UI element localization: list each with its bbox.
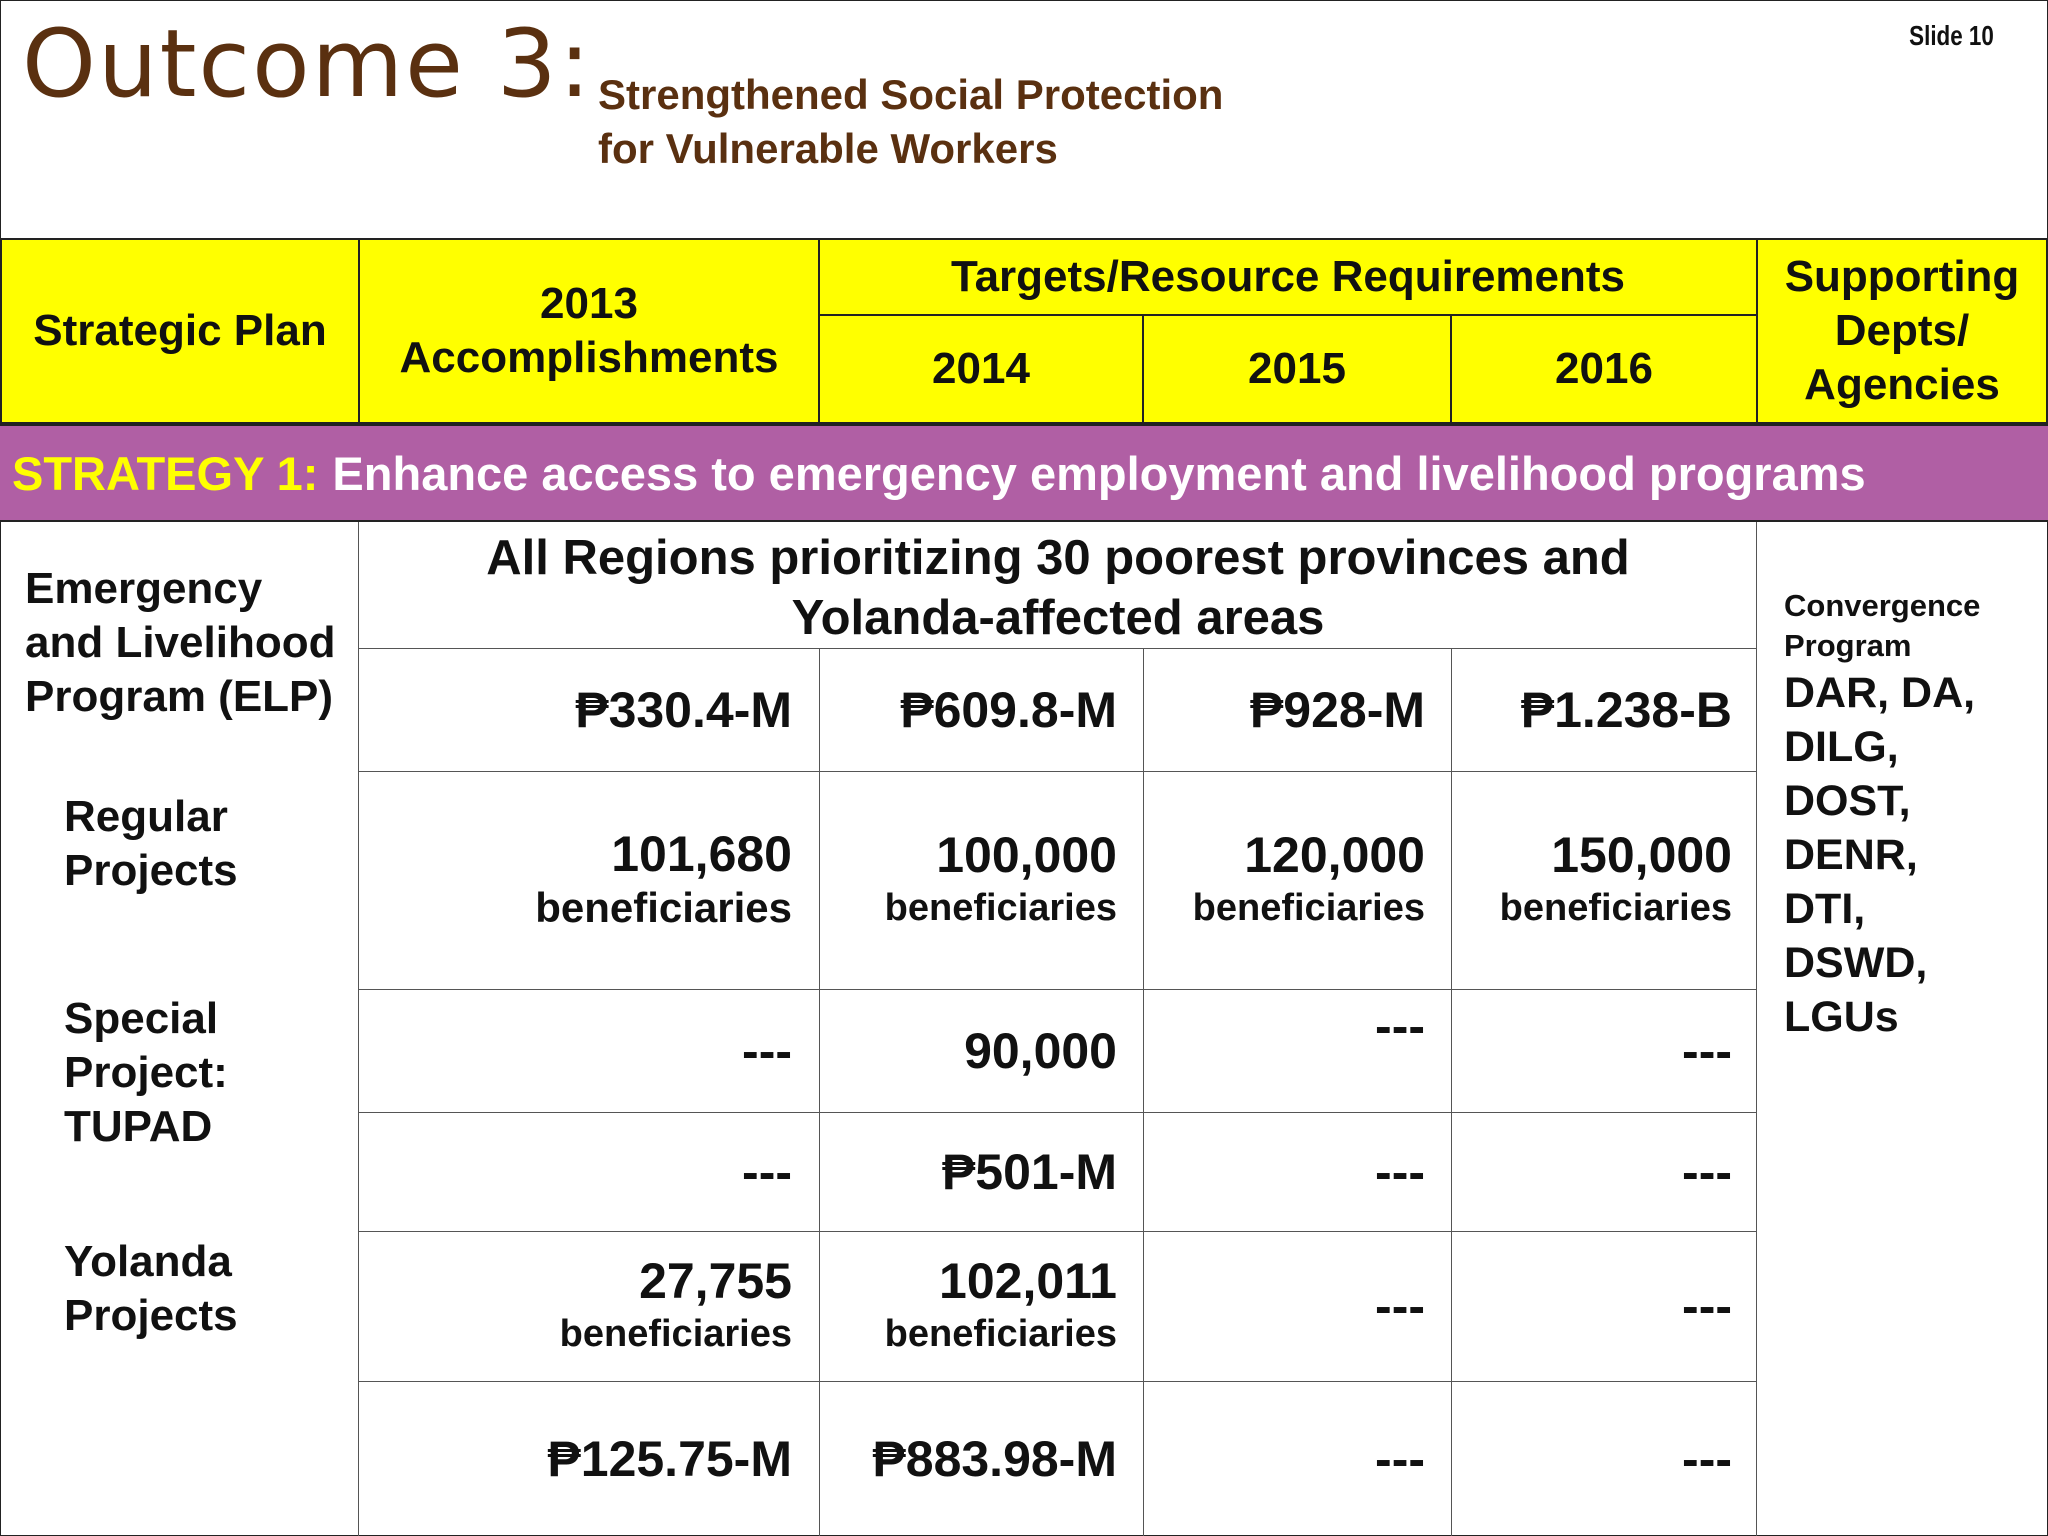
regular-2016-unit: beneficiaries bbox=[1499, 887, 1732, 929]
regular-2014 bbox=[819, 771, 1117, 989]
agency-item: DILG, bbox=[1784, 723, 1899, 771]
yolanda-count-2016: --- bbox=[1682, 1278, 1732, 1334]
slide-subtitle bbox=[598, 68, 1223, 176]
program-name bbox=[25, 562, 335, 724]
yolanda-budget-2015: --- bbox=[1375, 1430, 1425, 1487]
regular-2015-count: 120,000 bbox=[1244, 827, 1425, 883]
special-label-line-3: TUPAD bbox=[64, 1102, 213, 1151]
regular-label-line-2: Projects bbox=[64, 846, 238, 895]
agency-item: DOST, bbox=[1784, 777, 1911, 825]
header-accomplishments bbox=[358, 238, 820, 424]
header-supporting-line-1: Supporting bbox=[1784, 252, 2020, 301]
convergence-program-heading bbox=[1784, 586, 1980, 666]
regular-2016-count: 150,000 bbox=[1551, 827, 1732, 883]
special-count-2015: --- bbox=[1375, 997, 1425, 1054]
header-accomplishments-label: Accomplishments bbox=[399, 333, 779, 382]
header-supporting-line-3: Agencies bbox=[1804, 360, 2000, 409]
special-budget-2014: ₱501-M bbox=[941, 1143, 1117, 1200]
program-scope-line-2: Yolanda-affected areas bbox=[791, 591, 1325, 645]
yolanda-budget-2014: ₱883.98-M bbox=[872, 1430, 1117, 1487]
header-accomplishments-year: 2013 bbox=[540, 279, 638, 328]
yolanda-label-line-1: Yolanda bbox=[64, 1237, 232, 1286]
slide-number: Slide 10 bbox=[1909, 20, 1994, 51]
strategy-label: STRATEGY 1: bbox=[12, 446, 319, 500]
strategy-banner bbox=[0, 424, 2048, 522]
header-strategic-plan-label: Strategic Plan bbox=[33, 306, 327, 355]
subtitle-line-1: Strengthened Social Protection bbox=[598, 71, 1224, 118]
slide-title: Outcome 3: bbox=[22, 10, 593, 119]
special-label-line-1: Special bbox=[64, 994, 219, 1043]
special-count-2016: --- bbox=[1682, 1022, 1732, 1079]
header-strategic-plan bbox=[0, 238, 360, 424]
agency-item: DAR, DA, bbox=[1784, 669, 1976, 717]
convergence-heading-line-2: Program bbox=[1784, 628, 1912, 663]
convergence-heading-line-1: Convergence bbox=[1784, 588, 1981, 623]
program-name-line-3: Program (ELP) bbox=[25, 672, 334, 721]
budget-2016: ₱1.238-B bbox=[1520, 681, 1732, 738]
yolanda-2013 bbox=[358, 1231, 792, 1381]
grid-line bbox=[1756, 522, 1757, 1536]
yolanda-projects-label bbox=[64, 1235, 238, 1343]
header-year-2014-label: 2014 bbox=[932, 344, 1030, 393]
yolanda-2013-count: 27,755 bbox=[639, 1253, 792, 1309]
budget-2014: ₱609.8-M bbox=[900, 681, 1117, 738]
regular-2014-unit: beneficiaries bbox=[884, 887, 1117, 929]
program-scope-line-1: All Regions prioritizing 30 poorest provinces and bbox=[486, 531, 1630, 585]
header-supporting-line-2: Depts/ bbox=[1834, 306, 1970, 355]
regular-2014-count: 100,000 bbox=[936, 827, 1117, 883]
header-targets-label: Targets/Resource Requirements bbox=[950, 252, 1626, 301]
regular-2015 bbox=[1143, 771, 1425, 989]
agency-item: DTI, bbox=[1784, 885, 1866, 933]
header-supporting-agencies bbox=[1756, 238, 2048, 424]
regular-2015-unit: beneficiaries bbox=[1192, 887, 1425, 929]
header-year-2015 bbox=[1142, 314, 1452, 424]
yolanda-budget-2013: ₱125.75-M bbox=[547, 1430, 792, 1487]
yolanda-count-2015: --- bbox=[1375, 1278, 1425, 1334]
special-budget-2016: --- bbox=[1682, 1143, 1732, 1200]
strategy-text: Enhance access to emergency employment and livelihood programs bbox=[332, 446, 1866, 500]
yolanda-2014-unit: beneficiaries bbox=[884, 1313, 1117, 1355]
program-scope bbox=[360, 528, 1756, 646]
supporting-agencies-list bbox=[1784, 666, 2034, 1044]
yolanda-label-line-2: Projects bbox=[64, 1291, 238, 1340]
special-count-2013: --- bbox=[742, 1022, 792, 1079]
yolanda-2013-unit: beneficiaries bbox=[559, 1313, 792, 1355]
header-targets bbox=[818, 238, 1758, 316]
agency-item: LGUs bbox=[1784, 993, 1899, 1041]
yolanda-budget-2016: --- bbox=[1682, 1430, 1732, 1487]
subtitle-line-2: for Vulnerable Workers bbox=[598, 125, 1058, 172]
regular-2016 bbox=[1451, 771, 1732, 989]
yolanda-2014 bbox=[819, 1231, 1117, 1381]
special-count-2014: 90,000 bbox=[964, 1022, 1117, 1079]
special-label-line-2: Project: bbox=[64, 1048, 228, 1097]
special-project-label bbox=[64, 992, 228, 1154]
regular-2013-count: 101,680 bbox=[611, 826, 792, 882]
special-budget-2013: --- bbox=[742, 1143, 792, 1200]
budget-2015: ₱928-M bbox=[1249, 681, 1425, 738]
header-year-2014 bbox=[818, 314, 1144, 424]
special-budget-2015: --- bbox=[1375, 1143, 1425, 1200]
regular-projects-label bbox=[64, 790, 238, 898]
header-year-2016 bbox=[1450, 314, 1758, 424]
program-name-line-2: and Livelihood bbox=[25, 618, 336, 667]
agency-item: DENR, bbox=[1784, 831, 1918, 879]
yolanda-2014-count: 102,011 bbox=[939, 1253, 1117, 1309]
header-year-2016-label: 2016 bbox=[1555, 344, 1653, 393]
regular-label-line-1: Regular bbox=[64, 792, 228, 841]
agency-item: DSWD, bbox=[1784, 939, 1928, 987]
budget-2013: ₱330.4-M bbox=[575, 681, 792, 738]
program-name-line-1: Emergency bbox=[25, 564, 263, 613]
regular-2013-unit: beneficiaries bbox=[535, 884, 792, 931]
header-year-2015-label: 2015 bbox=[1248, 344, 1346, 393]
regular-2013 bbox=[358, 771, 792, 989]
